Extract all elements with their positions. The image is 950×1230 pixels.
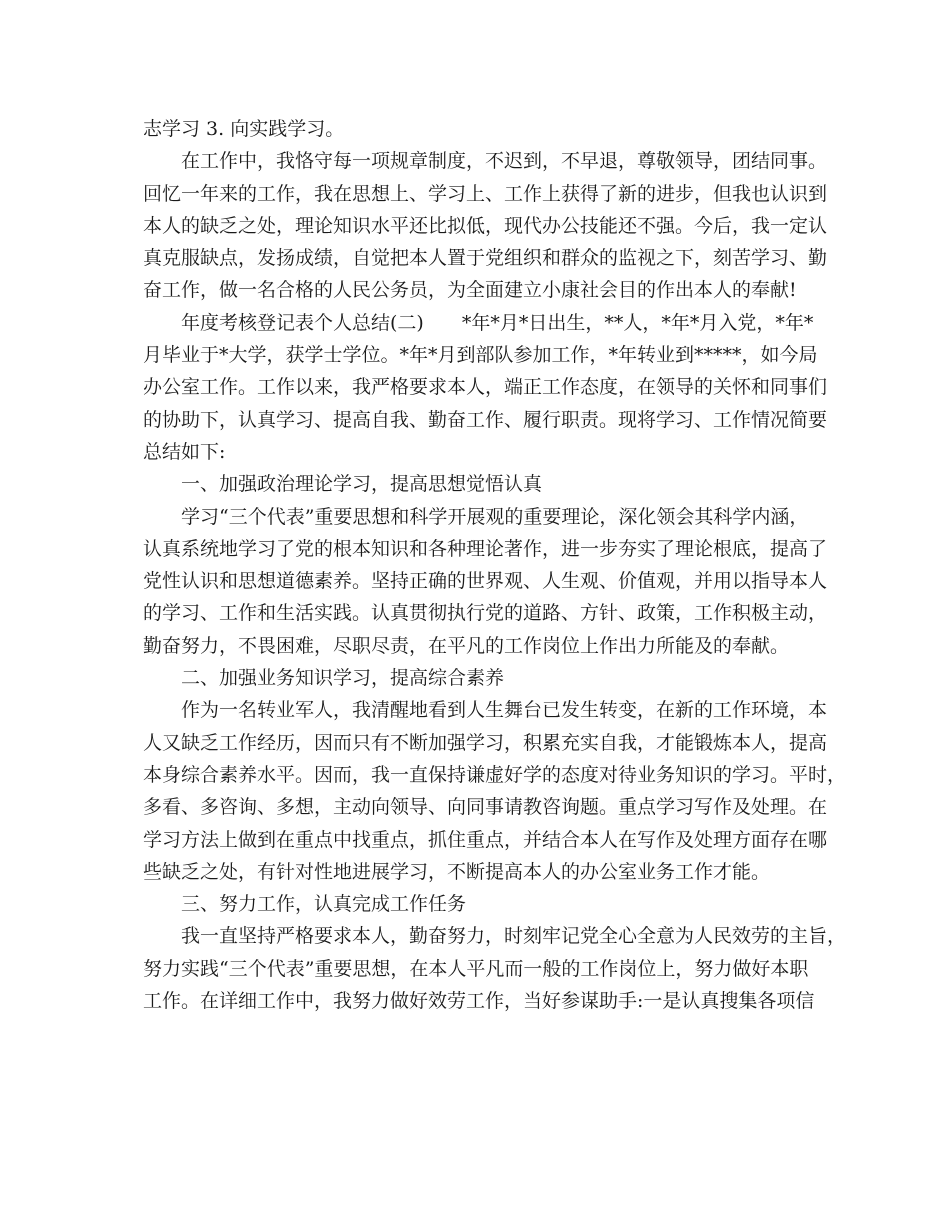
document-body [143,113,847,1017]
paragraph-line: 的协助下，认真学习、提高自我、勤奋工作、履行职责。现将学习、工作情况简要 [143,408,828,431]
paragraph-line: 努力实践“三个代表”重要思想，在本人平凡而一般的工作岗位上，努力做好本职 [143,957,809,980]
paragraph-line: 真克服缺点，发扬成绩，自觉把本人置于党组织和群众的监视之下，刻苦学习、勤 [143,247,828,270]
paragraph-first-line: 作为一名转业军人，我清醒地看到人生舞台已发生转变，在新的工作环境，本 [181,699,828,722]
paragraph-line: 的学习、工作和生活实践。认真贯彻执行党的道路、方针、政策，工作积极主动， [143,602,828,625]
paragraph-first-line: 学习“三个代表”重要思想和科学开展观的重要理论，深化领会其科学内涵， [181,505,809,528]
paragraph-line: 些缺乏之处，有针对性地进展学习，不断提高本人的办公室业务工作才能。 [143,860,771,883]
paragraph-line: 多看、多咨询、多想，主动向领导、向同事请教咨询题。重点学习写作及处理。在 [143,796,828,819]
paragraph-line: 志学习 3. 向实践学习。 [143,118,345,140]
paragraph-first-line: 年度考核登记表个人总结(二) *年*月*日出生，**人，*年*月入党，*年* [181,311,814,334]
paragraph-line: 月毕业于*大学，获学士学位。*年*月到部队参加工作，*年转业到*****，如今局 [143,344,818,367]
paragraph-line: 总结如下: [143,440,226,463]
paragraph-line: 勤奋努力，不畏困难，尽职尽责，在平凡的工作岗位上作出力所能及的奉献。 [143,634,790,657]
paragraph-line: 奋工作，做一名合格的人民公务员，为全面建立小康社会目的作出本人的奉献! [143,279,797,302]
paragraph-first-line: 二、加强业务知识学习，提高综合素养 [181,667,505,690]
paragraph-line: 认真系统地学习了党的根本知识和各种理论著作，进一步夯实了理论根底，提高了 [143,537,828,560]
paragraph-line: 本人的缺乏之处，理论知识水平还比拟低，现代办公技能还不强。今后，我一定认 [143,214,828,237]
paragraph-first-line: 三、努力工作，认真完成工作任务 [181,893,467,916]
paragraph-line: 人又缺乏工作经历，因而只有不断加强学习，积累充实自我，才能锻炼本人，提高 [143,731,828,754]
paragraph-line: 回忆一年来的工作，我在思想上、学习上、工作上获得了新的进步，但我也认识到 [143,182,828,205]
paragraph-first-line: 在工作中，我恪守每一项规章制度，不迟到，不早退，尊敬领导，团结同事。 [181,150,828,173]
paragraph-first-line: 一、加强政治理论学习，提高思想觉悟认真 [181,473,543,496]
paragraph-line: 学习方法上做到在重点中找重点，抓住重点，并结合本人在写作及处理方面存在哪 [143,828,828,851]
paragraph-line: 办公室工作。工作以来，我严格要求本人，端正工作态度，在领导的关怀和同事们 [143,376,828,399]
paragraph-line: 工作。在详细工作中，我努力做好效劳工作，当好参谋助手:一是认真搜集各项信 [143,990,815,1013]
paragraph-line: 本身综合素养水平。因而，我一直保持谦虚好学的态度对待业务知识的学习。平时， [143,763,847,786]
paragraph-first-line: 我一直坚持严格要求本人，勤奋努力，时刻牢记党全心全意为人民效劳的主旨， [181,925,847,948]
paragraph-line: 党性认识和思想道德素养。坚持正确的世界观、人生观、价值观，并用以指导本人 [143,570,828,593]
